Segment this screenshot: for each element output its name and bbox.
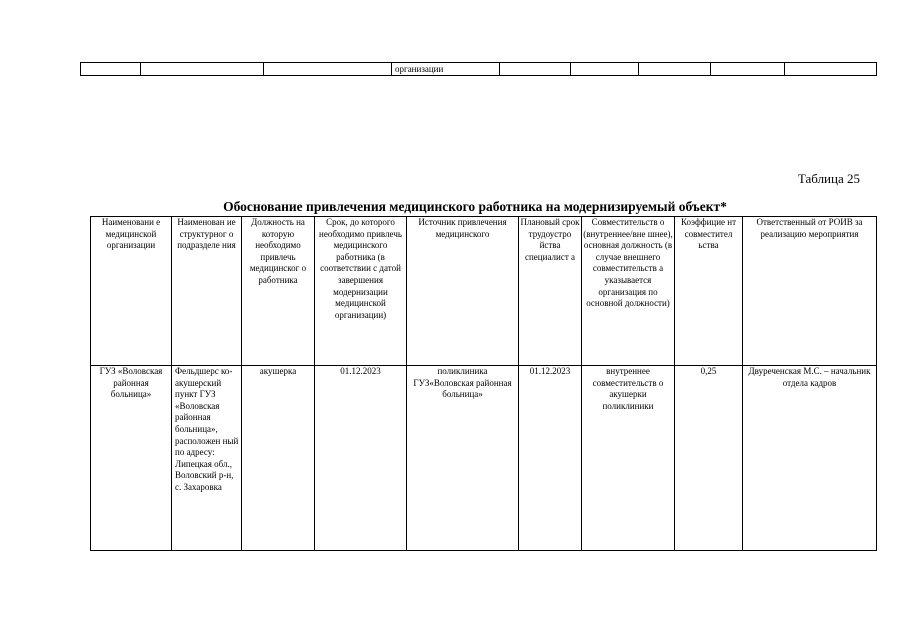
table-cell: поликлиника ГУЗ«Воловская районная больница» [407, 366, 519, 551]
table-cell: ГУЗ «Воловская районная больница» [91, 366, 172, 551]
table-cell [141, 63, 264, 76]
header-cell: Совместительств о (внутреннее/вне шнее), основная должность (в случае внешнего совместительств а указывается организация по основной должности) [582, 217, 675, 366]
table-cell: внутреннее совместительств о акушерки поликлиники [582, 366, 675, 551]
table-cell [785, 63, 877, 76]
header-cell: Плановый срок трудоустро йства специалист а [519, 217, 582, 366]
table-cell [500, 63, 571, 76]
table-cell: 01.12.2023 [519, 366, 582, 551]
table-cell: организации [392, 63, 500, 76]
table-row [91, 366, 877, 551]
previous-table-fragment [80, 62, 877, 76]
table-cell [639, 63, 711, 76]
table-cell: Фельдшерс ко-акушерский пункт ГУЗ «Воловская районная больница», расположен ный по адресу: Липецкая обл., Воловский р-н, с. Захаровка [172, 366, 242, 551]
header-cell: Источник привлечения медицинского [407, 217, 519, 366]
table-cell [571, 63, 639, 76]
main-table [90, 216, 877, 551]
header-cell: Наименован ие структурног о подразделе ния [172, 217, 242, 366]
header-cell: Коэффицие нт совместител ьства [675, 217, 743, 366]
table-cell [264, 63, 392, 76]
table-title: Обоснование привлечения медицинского работника на модернизируемый объект* [223, 199, 727, 214]
table-row [81, 63, 877, 76]
table-cell: 0,25 [675, 366, 743, 551]
header-cell: Ответственный от РОИВ за реализацию мероприятия [743, 217, 877, 366]
table-header-row [91, 217, 877, 366]
table-cell: акушерка [242, 366, 315, 551]
table-number: Таблица 25 [797, 171, 860, 186]
table-cell [711, 63, 785, 76]
table-cell [81, 63, 141, 76]
header-cell: Должность на которую необходимо привлечь медицинског о работника [242, 217, 315, 366]
header-cell: Наименовани е медицинской организации [91, 217, 172, 366]
table-cell: Двуреченская М.С. – начальник отдела кадров [743, 366, 877, 551]
table-cell: 01.12.2023 [315, 366, 407, 551]
header-cell: Срок, до которого необходимо привлечь медицинского работника (в соответствии с датой завершения модернизации медицинской организации) [315, 217, 407, 366]
